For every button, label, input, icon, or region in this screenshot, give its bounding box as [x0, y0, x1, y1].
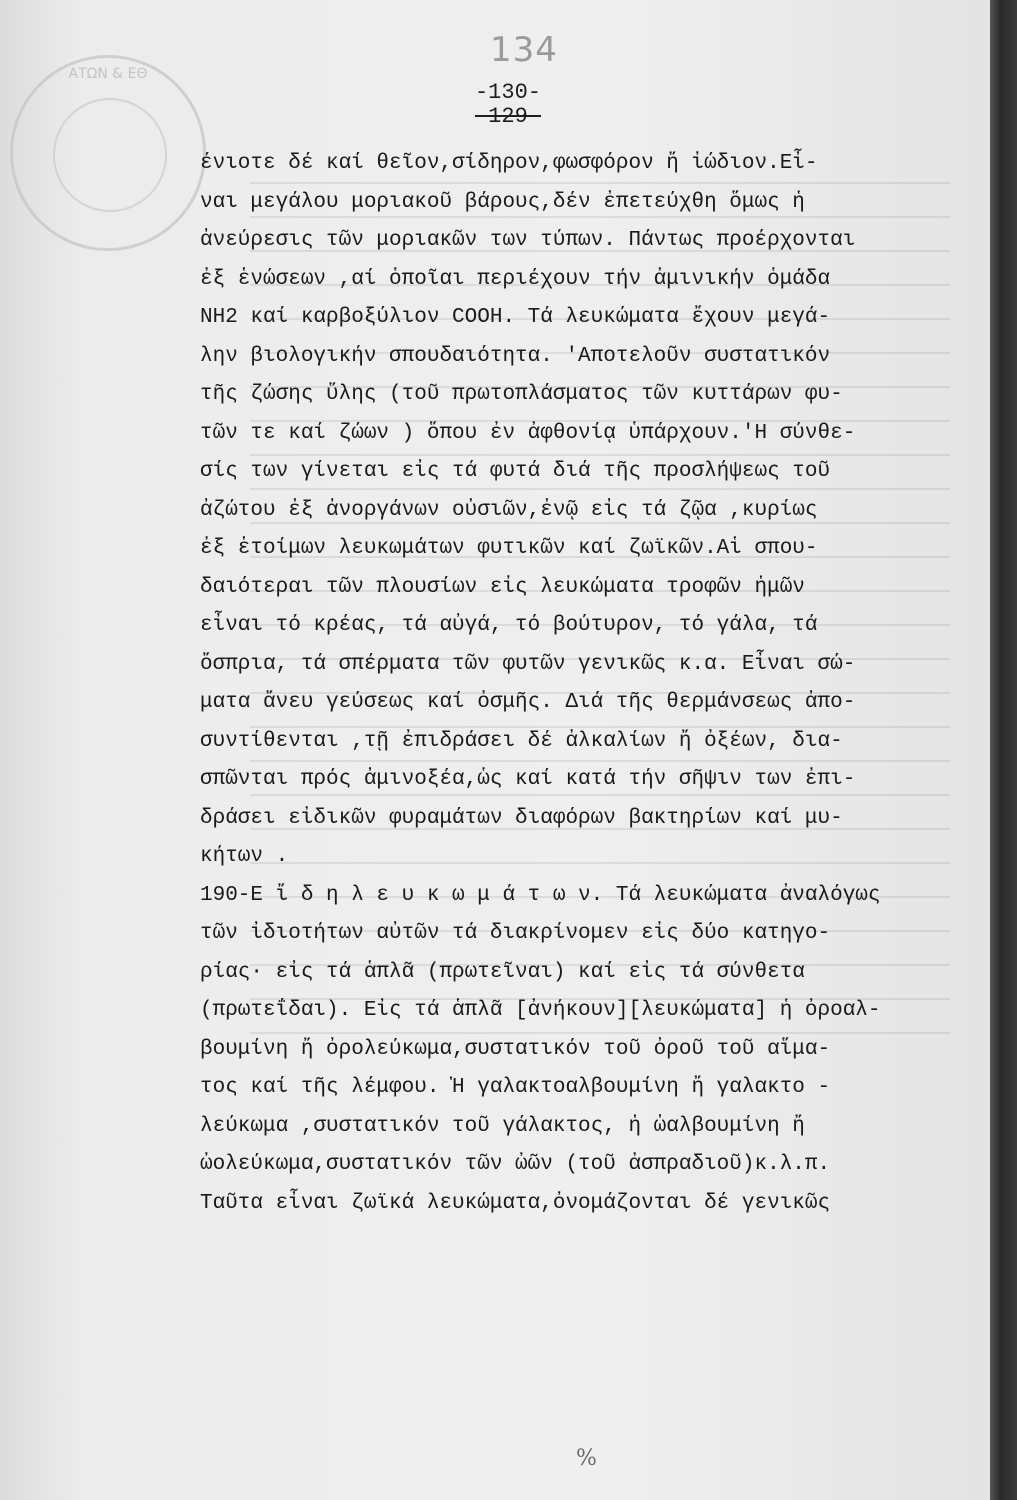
text-line: ἀζώτου ἐξ ἀνοργάνων οὐσιῶν,ἐνῷ εἰς τά ζῷα ,κυρίως — [200, 498, 818, 522]
page-number-current: -130- — [474, 80, 541, 105]
text-line: ὠολεύκωμα,συστατικόν τῶν ὠῶν (τοῦ ἀσπραδιοῦ)κ.λ.π. — [200, 1153, 831, 1176]
folio-number: 134 — [490, 30, 558, 70]
typewritten-body — [200, 145, 970, 1223]
text-line: σπῶνται πρός ἀμινοξέα,ὡς καί κατά τήν σῆψιν των ἐπι- — [200, 768, 856, 791]
stamp-emblem — [53, 98, 167, 212]
library-stamp — [10, 55, 206, 251]
book-binding-edge — [990, 0, 1017, 1500]
text-line: ματα ἄνευ γεύσεως καί ὀσμῆς. Διά τῆς θερμάνσεως ἀπο- — [200, 691, 856, 714]
text-line: ένιοτε δέ καί θεῖον,σίδηρον,φωσφόρον ἤ ἰώδιον.Εἶ- — [200, 152, 818, 175]
text-line: δράσει εἰδικῶν φυραμάτων διαφόρων βακτηρίων καί μυ- — [200, 806, 843, 830]
stamp-text: ΑΤΩΝ & ΕΘ — [68, 66, 148, 82]
text-line: συντίθενται ,τῇ ἐπιδράσει δέ ἀλκαλίων ἤ ὀξέων, δια- — [200, 729, 843, 753]
text-line: βουμίνη ἤ ὀρολεύκωμα,συστατικόν τοῦ ὀροῦ τοῦ αἵμα- — [200, 1037, 831, 1061]
text-line: ὄσπρια, τά σπέρματα τῶν φυτῶν γενικῶς κ.α. Εἶναι σώ- — [200, 652, 856, 676]
text-line: Ταῦτα εἶναι ζωϊκά λευκώματα,ὀνομάζονται δέ γενικῶς — [200, 1191, 831, 1215]
section-heading-line: 190-Ε ἴ δ η λ ε υ κ ω μ ά τ ω ν. Τά λευκώματα ἀναλόγως — [200, 883, 881, 907]
text-line: λεύκωμα ,συστατικόν τοῦ γάλακτος, ἡ ὠαλβουμίνη ἤ — [200, 1114, 805, 1138]
text-line: λην βιολογικήν σπουδαιότητα. 'Αποτελοῦν συστατικόν — [200, 344, 831, 368]
text-line: τος καί τῆς λέμφου. Ἡ γαλακτοαλβουμίνη ἤ γαλακτο - — [200, 1076, 831, 1099]
text-line: ἐξ ἑνώσεων ,αί ὁποῖαι περιέχουν τήν ἀμινικήν ὁμάδα — [200, 267, 831, 291]
text-line: σίς των γίνεται εἰς τά φυτά διά τῆς προσλήψεως τοῦ — [200, 460, 831, 483]
text-line: ναι μεγάλου μοριακοῦ βάρους,δέν ἐπετεύχθη ὅμως ἡ — [200, 190, 805, 214]
text-line: τῶν ἰδιοτήτων αὐτῶν τά διακρίνομεν εἰς δύο κατηγο- — [200, 922, 831, 945]
text-line: εἶναι τό κρέας, τά αὐγά, τό βούτυρον, τό γάλα, τά — [200, 614, 818, 637]
page-number — [468, 80, 548, 129]
footer-mark: % — [576, 1446, 597, 1471]
text-line: κήτων . — [200, 845, 289, 868]
text-line: τῆς ζώσης ὕλης (τοῦ πρωτοπλάσματος τῶν κυττάρων φυ- — [200, 383, 843, 406]
text-line: ἐξ ἑτοίμων λευκωμάτων φυτικῶν καί ζωϊκῶν.Αἱ σπου- — [200, 537, 818, 560]
text-line: ρίας· εἰς τά ἁπλᾶ (πρωτεῖναι) καί εἰς τά σύνθετα — [200, 960, 805, 984]
text-line: NH2 καί καρβοξύλιον COOH. Τά λευκώματα ἔχουν μεγά- — [200, 306, 831, 329]
page-number-crossed-out: -129- — [474, 104, 541, 129]
text-line: ἀνεύρεσις τῶν μοριακῶν των τύπων. Πάντως προέρχονται — [200, 229, 856, 252]
text-line: (πρωτεΐδαι). Εἰς τά ἁπλᾶ [ἀνήκουν][λευκώματα] ἡ ὀροαλ- — [200, 999, 881, 1022]
text-line: τῶν τε καί ζώων ) ὅπου ἐν ἀφθονίᾳ ὑπάρχουν.'Η σύνθε- — [200, 421, 856, 445]
text-line: δαιότεραι τῶν πλουσίων εἰς λευκώματα τροφῶν ἡμῶν — [200, 575, 805, 599]
